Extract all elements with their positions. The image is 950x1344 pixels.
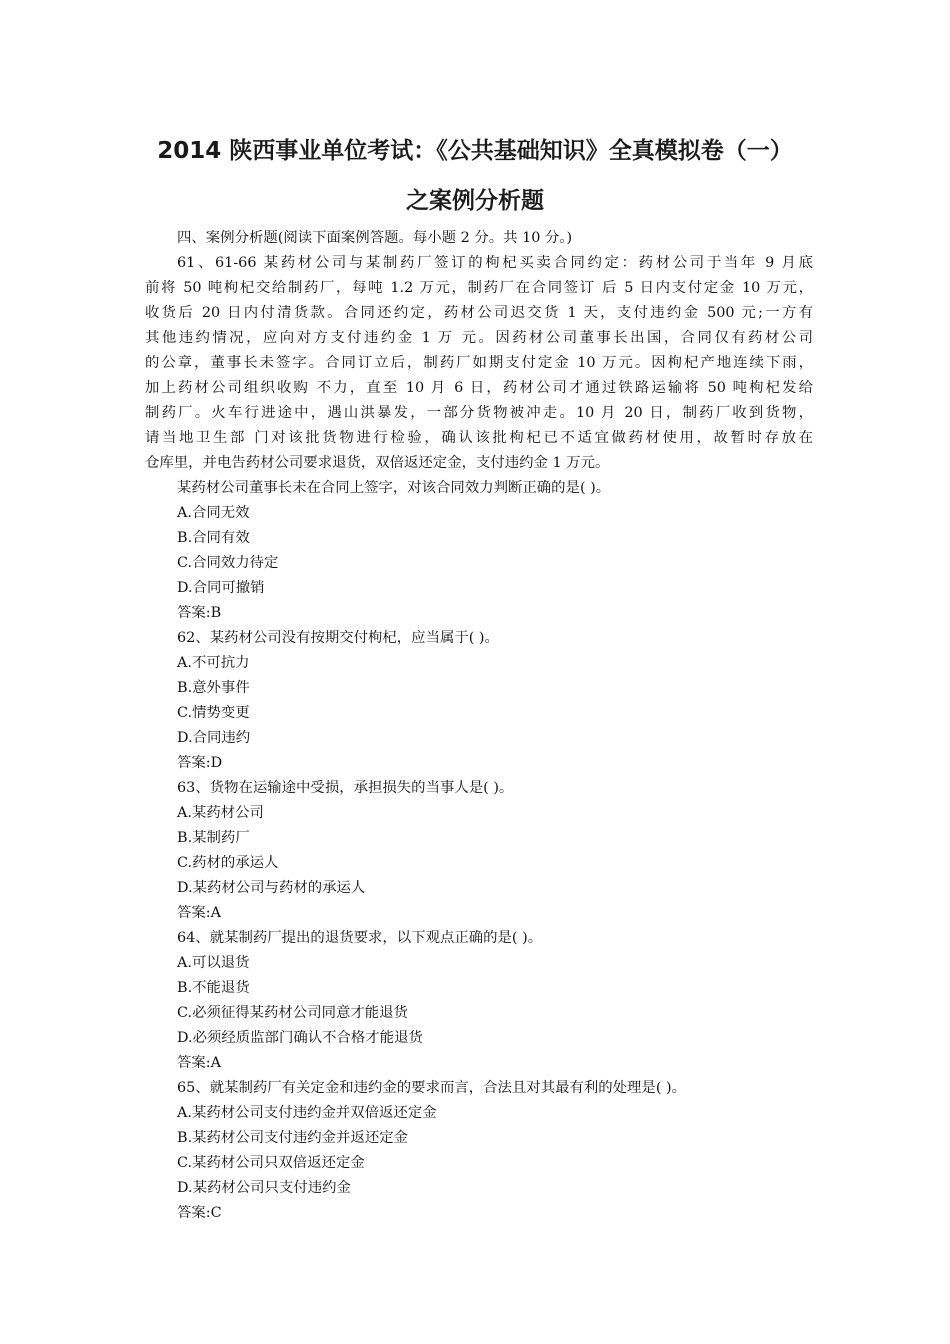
case-line: 仓库里，并电告药材公司要求退货，双倍返还定金，支付违约金 1 万元。: [145, 455, 610, 471]
case-line: 加上药材公司组织收购 不力，直至 10 月 6 日，药材公司才通过铁路运输将 50 吨枸杞发给: [145, 380, 813, 396]
question-62: [145, 626, 813, 776]
option-d: D.某药材公司与药材的承运人: [177, 880, 366, 896]
case-line: 61、61-66 某药材公司与某制药厂签订的枸杞买卖合同约定：药材公司于当年 9 月底: [177, 255, 813, 271]
option-c: C.合同效力待定: [177, 555, 279, 571]
answer: 答案:A: [177, 905, 222, 921]
option-d: D.某药材公司只支付违约金: [177, 1180, 351, 1196]
answer: 答案:C: [177, 1205, 222, 1221]
option-a: A.某药材公司支付违约金并双倍返还定金: [177, 1105, 437, 1121]
case-line: 的公章，董事长未签字。合同订立后，制药厂如期支付定金 10 万元。因枸杞产地连续下雨，: [145, 355, 813, 371]
option-a: A.不可抗力: [177, 655, 250, 671]
option-c: C.必须征得某药材公司同意才能退货: [177, 1005, 408, 1021]
option-d: D.合同违约: [177, 730, 251, 746]
question-63: [145, 776, 813, 926]
question-64: [145, 926, 813, 1076]
option-b: B.不能退货: [177, 980, 250, 996]
option-c: C.情势变更: [177, 705, 250, 721]
document-title-line-1: 2014 陕西事业单位考试：《公共基础知识》全真模拟卷（一）: [157, 138, 793, 164]
case-line: 制药厂。火车行进途中，遇山洪暴发，一部分货物被冲走。10 月 20 日，制药厂收到货物，: [145, 405, 813, 421]
option-a: A.可以退货: [177, 955, 250, 971]
answer: 答案:B: [177, 605, 222, 621]
option-d: D.合同可撤销: [177, 580, 265, 596]
option-c: C.某药材公司只双倍返还定金: [177, 1155, 365, 1171]
question-61: [145, 476, 813, 626]
option-c: C.药材的承运人: [177, 855, 279, 871]
question-65: [145, 1076, 813, 1226]
option-b: B.合同有效: [177, 530, 250, 546]
option-b: B.意外事件: [177, 680, 250, 696]
document-title-line-2: 之案例分析题: [406, 188, 544, 214]
question-stem: 某药材公司董事长未在合同上签字，对该合同效力判断正确的是( )。: [177, 480, 611, 496]
question-stem: 64、就某制药厂提出的退货要求，以下观点正确的是( )。: [177, 930, 543, 946]
option-b: B.某药材公司支付违约金并返还定金: [177, 1130, 409, 1146]
case-line: 其他违约情况，应向对方支付违约金 1 万 元。因药材公司董事长出国，合同仅有药材公司: [145, 330, 813, 346]
answer: 答案:A: [177, 1055, 222, 1071]
section-heading: 四、案例分析题(阅读下面案例答题。每小题 2 分。共 10 分。): [177, 230, 573, 246]
answer: 答案:D: [177, 755, 223, 771]
case-line: 前将 50 吨枸杞交给制药厂，每吨 1.2 万元，制药厂在合同签订 后 5 日内支付定金 10 万元，: [145, 280, 813, 296]
case-line: 收货后 20 日内付清货款。合同还约定，药材公司迟交货 1 天，支付违约金 500 元;一方有: [145, 305, 813, 321]
option-a: A.合同无效: [177, 505, 250, 521]
option-a: A.某药材公司: [177, 805, 264, 821]
question-stem: 62、某药材公司没有按期交付枸杞，应当属于( )。: [177, 630, 499, 646]
question-stem: 63、货物在运输途中受损，承担损失的当事人是( )。: [177, 780, 514, 796]
document-body: [145, 226, 813, 1226]
option-d: D.必须经质监部门确认不合格才能退货: [177, 1030, 423, 1046]
case-line: 请当地卫生部 门对该批货物进行检验，确认该批枸杞已不适宜做药材使用，故暂时存放在: [145, 430, 813, 446]
option-b: B.某制药厂: [177, 830, 250, 846]
question-stem: 65、就某制药厂有关定金和违约金的要求而言，合法且对其最有利的处理是( )。: [177, 1080, 687, 1096]
case-description: [145, 251, 813, 476]
